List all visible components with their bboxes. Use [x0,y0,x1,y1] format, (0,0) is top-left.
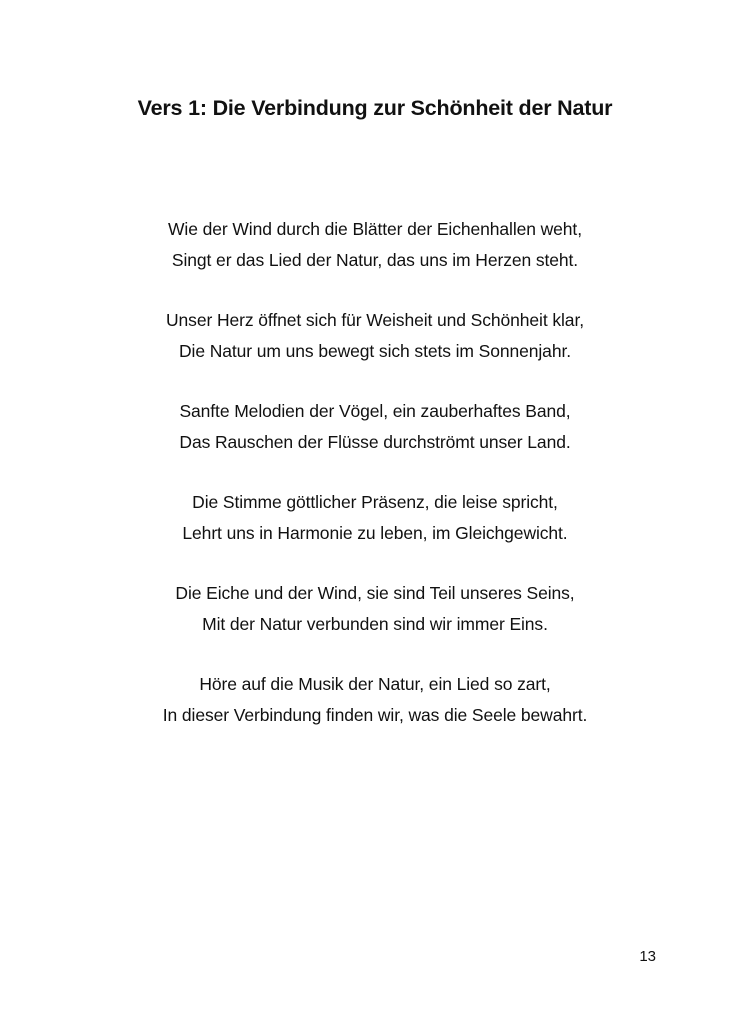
poem-line: Die Eiche und der Wind, sie sind Teil unseres Seins, [175,583,575,603]
stanza [0,305,736,366]
stanza [0,214,736,275]
poem [0,214,736,760]
page-number: 13 [639,948,656,965]
poem-line: Höre auf die Musik der Natur, ein Lied so zart, [199,674,551,694]
poem-line: Die Natur um uns bewegt sich stets im Sonnenjahr. [179,340,571,361]
poem-line: Wie der Wind durch die Blätter der Eichenhallen weht, [168,219,582,239]
poem-line: In dieser Verbindung finden wir, was die Seele bewahrt. [162,704,588,725]
poem-line: Lehrt uns in Harmonie zu leben, im Gleichgewicht. [182,522,568,543]
poem-line: Sanfte Melodien der Vögel, ein zauberhaftes Band, [179,401,571,421]
stanza [0,669,736,730]
poem-line: Mit der Natur verbunden sind wir immer Eins. [202,613,548,634]
poem-line: Unser Herz öffnet sich für Weisheit und Schönheit klar, [166,310,584,330]
poem-line: Singt er das Lied der Natur, das uns im Herzen steht. [171,249,579,270]
poem-line: Die Stimme göttlicher Präsenz, die leise spricht, [192,492,558,512]
stanza [0,578,736,639]
stanza [0,396,736,457]
page-title: Vers 1: Die Verbindung zur Schönheit der Natur [137,96,613,120]
poem-line: Das Rauschen der Flüsse durchströmt unser Land. [179,431,571,452]
stanza [0,487,736,548]
